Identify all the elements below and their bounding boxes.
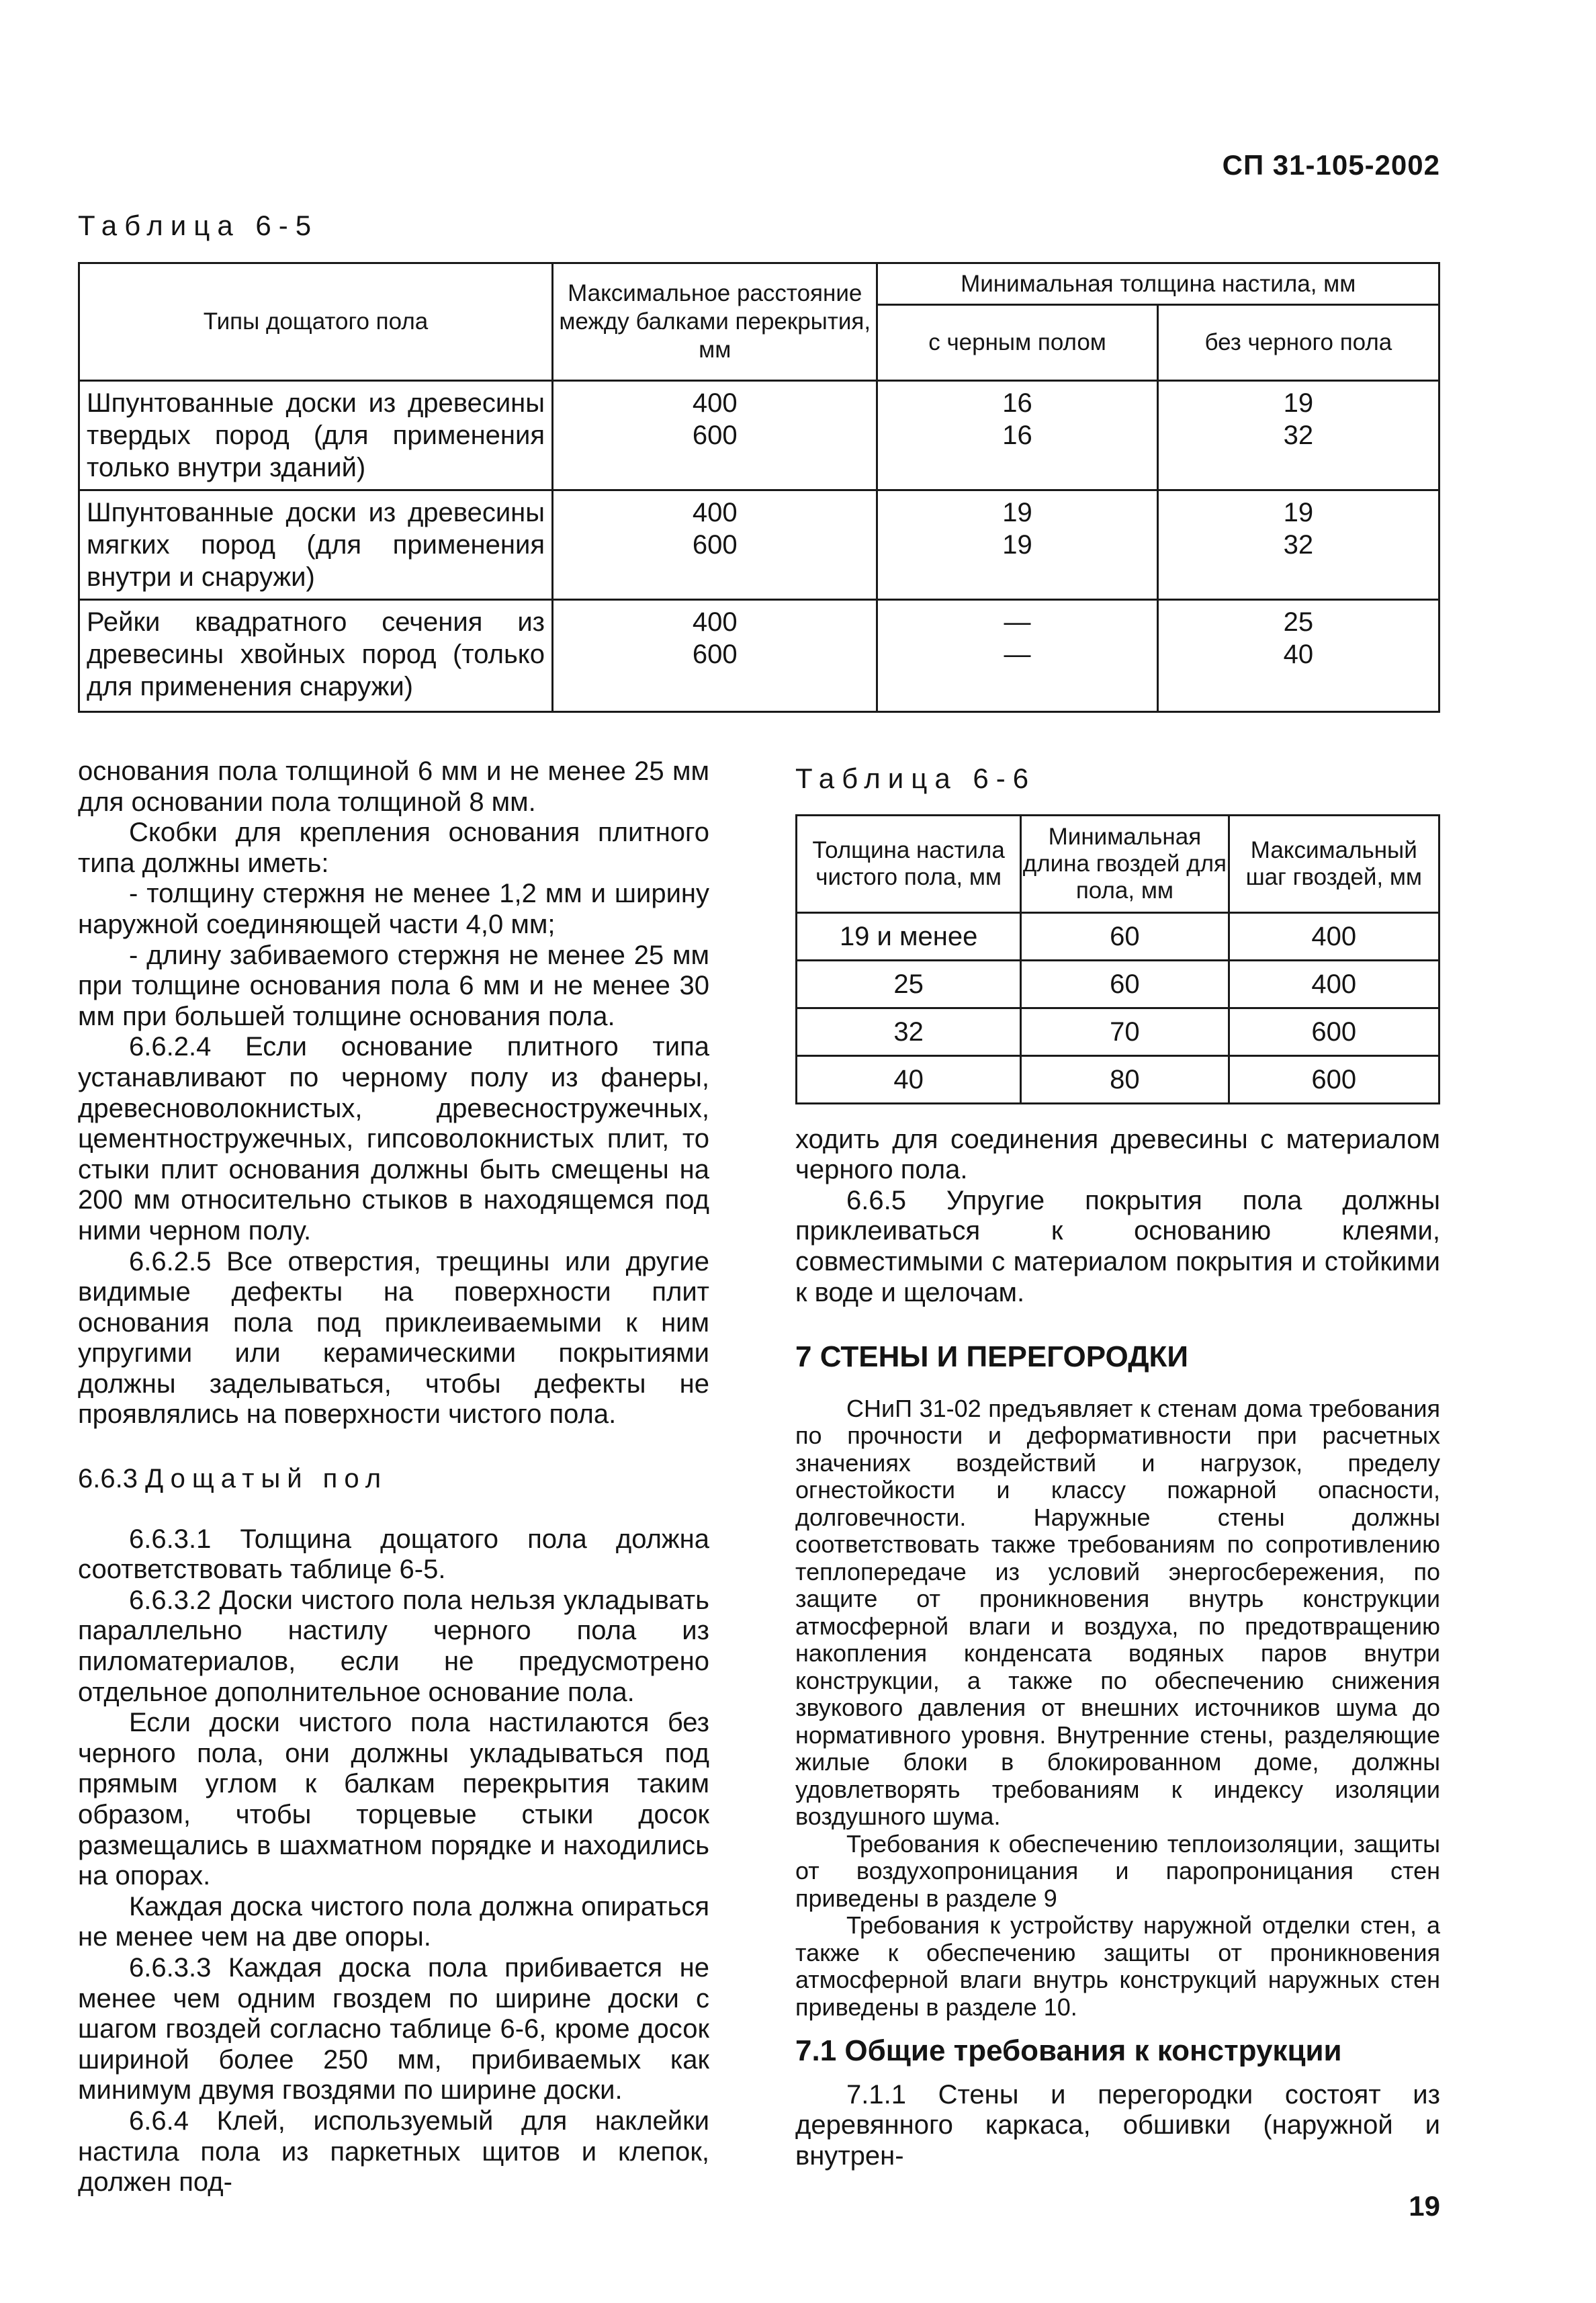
paragraph-6-6-4: 6.6.4 Клей, используемый для наклейки настила пола из паркетных щитов и клепок, должен под- [78, 2105, 709, 2198]
table-row [797, 1055, 1439, 1103]
paragraph-6-6-3-3: 6.6.3.3 Каждая доска пола прибивается не менее чем одним гвоздем по ширине доски с шагом гвоздей согласно таблице 6-6, кроме досок шириной более 250 мм, прибиваемых как минимум двумя гвоздями по ширине доски. [78, 1952, 709, 2105]
table-header-row [79, 263, 1439, 305]
left-column [78, 756, 709, 2198]
table-row [797, 960, 1439, 1008]
table-header-row [797, 815, 1439, 912]
document-code: СП 31-105-2002 [1222, 149, 1440, 181]
header-nail-length: Минимальная длина гвоздей для пола, мм [1021, 815, 1229, 912]
list-item: - толщину стержня не менее 1,2 мм и ширину наружной соединяющей части 4,0 мм; [78, 879, 709, 939]
section-title-7-1: 7.1 Общие требования к конструкции [795, 2034, 1342, 2068]
cell-distance: 400 600 [553, 490, 877, 600]
section-7-text [795, 1395, 1440, 2022]
header-min-thickness: Минимальная толщина настила, мм [877, 263, 1439, 305]
table-row [797, 912, 1439, 960]
paragraph-6-6-3-1: 6.6.3.1 Толщина дощатого пола должна соответствовать таблице 6-5. [78, 1524, 709, 1585]
page-number: 19 [1409, 2190, 1440, 2222]
cell-floor-type: Шпунтованные доски из древесины твердых пород (для применения только внутри зданий) [79, 381, 553, 490]
cell: 40 [797, 1055, 1021, 1103]
cell: 400 [1229, 960, 1439, 1008]
cell-floor-type: Шпунтованные доски из древесины мягких пород (для применения внутри и снаружи) [79, 490, 553, 600]
table-row [797, 1008, 1439, 1055]
cell: 25 [797, 960, 1021, 1008]
paragraph-6-6-5: 6.6.5 Упругие покрытия пола должны приклеиваться к основанию клеями, совместимыми с материалом покрытия и стойкими к воде и щелочам. [795, 1185, 1440, 1307]
cell: 19 и менее [797, 912, 1021, 960]
cell-with-subfloor: 19 19 [877, 490, 1157, 600]
cell-without-subfloor: 19 32 [1157, 381, 1439, 490]
cell: 60 [1021, 960, 1229, 1008]
cell-without-subfloor: 25 40 [1157, 600, 1439, 712]
paragraph: Требования к устройству наружной отделки стен, а также к обеспечению защиты от проникновения атмосферной влаги внутрь конструкций наружных стен приведены в разделе 10. [795, 1911, 1440, 2021]
cell-distance: 400 600 [553, 600, 877, 712]
header-thickness: Толщина настила чистого пола, мм [797, 815, 1021, 912]
list-item: - длину забиваемого стержня не менее 25 мм при толщине основания пола 6 мм и не менее 30 мм при большей толщине основания пола. [78, 940, 709, 1031]
header-max-distance: Максимальное расстояние между балками перекрытия, мм [553, 263, 877, 381]
paragraph: ходить для соединения древесины с материалом черного пола. [795, 1124, 1440, 1185]
cell-without-subfloor: 19 32 [1157, 490, 1439, 600]
paragraph: Требования к обеспечению теплоизоляции, защиты от воздухопроницания и паропроницания стен приведены в разделе 9 [795, 1829, 1440, 1912]
right-column [795, 763, 1440, 2172]
table-row [79, 490, 1439, 600]
cell: 32 [797, 1008, 1021, 1055]
paragraph: СНиП 31-02 предъявляет к стенам дома требования по прочности и деформативности при расчетных значениях воздействий и нагрузок, пределу огнестойкости и классу пожарной опасности, долговечности. Наружные стены должны соответствовать также требованиям по сопротивлению теплопередаче из условий энергосбережения, по защите от проникновения внутрь конструкции атмосферной влаги и воздуха, по предотвращению накопления конденсата водяных паров внутри конструкции, а также по обеспечению снижения звукового давления от внешних источников шума до нормативного уровня. Внутренние стены, разделяющие жилые блоки в блокированном доме, должны удовлетворять требованиям к индексу изоляции воздушного шума. [795, 1394, 1440, 1831]
subsection-heading-6-6-3: 6.6.3 Дощатый пол [78, 1464, 388, 1494]
cell-with-subfloor: — — [877, 600, 1157, 712]
table-row [79, 600, 1439, 712]
cell-floor-type: Рейки квадратного сечения из древесины хвойных пород (только для применения снаружи) [79, 600, 553, 712]
cell: 600 [1229, 1055, 1439, 1103]
paragraph: основания пола толщиной 6 мм и не менее 25 мм для основании пола толщиной 8 мм. [78, 756, 709, 817]
paragraph-7-1-1: 7.1.1 Стены и перегородки состоят из деревянного каркаса, обшивки (наружной и внутрен- [795, 2079, 1440, 2171]
paragraph-6-6-3-2: 6.6.3.2 Доски чистого пола нельзя укладывать параллельно настилу черного пола из пиломатериалов, если не предусмотрено отдельное дополнительное основание пола. [78, 1585, 709, 1707]
header-with-subfloor: с черным полом [877, 305, 1157, 381]
paragraph: Каждая доска чистого пола должна опираться не менее чем на две опоры. [78, 1891, 709, 1952]
cell: 70 [1021, 1008, 1229, 1055]
cell: 600 [1229, 1008, 1439, 1055]
table-6-6-caption: Таблица 6-6 [795, 763, 1036, 794]
header-nail-spacing: Максимальный шаг гвоздей, мм [1229, 815, 1439, 912]
paragraph-6-6-2-4: 6.6.2.4 Если основание плитного типа устанавливают по черному полу из фанеры, древесноволокнистых, древесностружечных, цементностружечных, гипсоволокнистых плит, то стыки плит основания должны быть смещены на 200 мм относительно стыков в находящемся под ними черном полу. [78, 1032, 709, 1246]
cell: 400 [1229, 912, 1439, 960]
paragraph-6-6-2-5: 6.6.2.5 Все отверстия, трещины или другие видимые дефекты на поверхности плит основания пола под приклеиваемыми к ним упругими или керамическими покрытиями должны заделываться, чтобы дефекты не проявлялись на поверхности чистого пола. [78, 1246, 709, 1430]
paragraph: Если доски чистого пола настилаются без черного пола, они должны укладываться под прямым углом к балкам перекрытия таким образом, чтобы торцевые стыки досок размещались в шахматном порядке и находились на опорах. [78, 1708, 709, 1891]
cell-with-subfloor: 16 16 [877, 381, 1157, 490]
cell: 80 [1021, 1055, 1229, 1103]
table-6-5 [78, 262, 1440, 713]
cell: 60 [1021, 912, 1229, 960]
table-6-5-caption: Таблица 6-5 [78, 210, 319, 241]
cell-distance: 400 600 [553, 381, 877, 490]
table-6-6 [795, 814, 1440, 1104]
header-floor-types: Типы дощатого пола [79, 263, 553, 381]
section-title-7: 7 СТЕНЫ И ПЕРЕГОРОДКИ [795, 1340, 1189, 1374]
header-without-subfloor: без черного пола [1157, 305, 1439, 381]
paragraph: Скобки для крепления основания плитного типа должны иметь: [78, 818, 709, 878]
table-row [79, 381, 1439, 490]
